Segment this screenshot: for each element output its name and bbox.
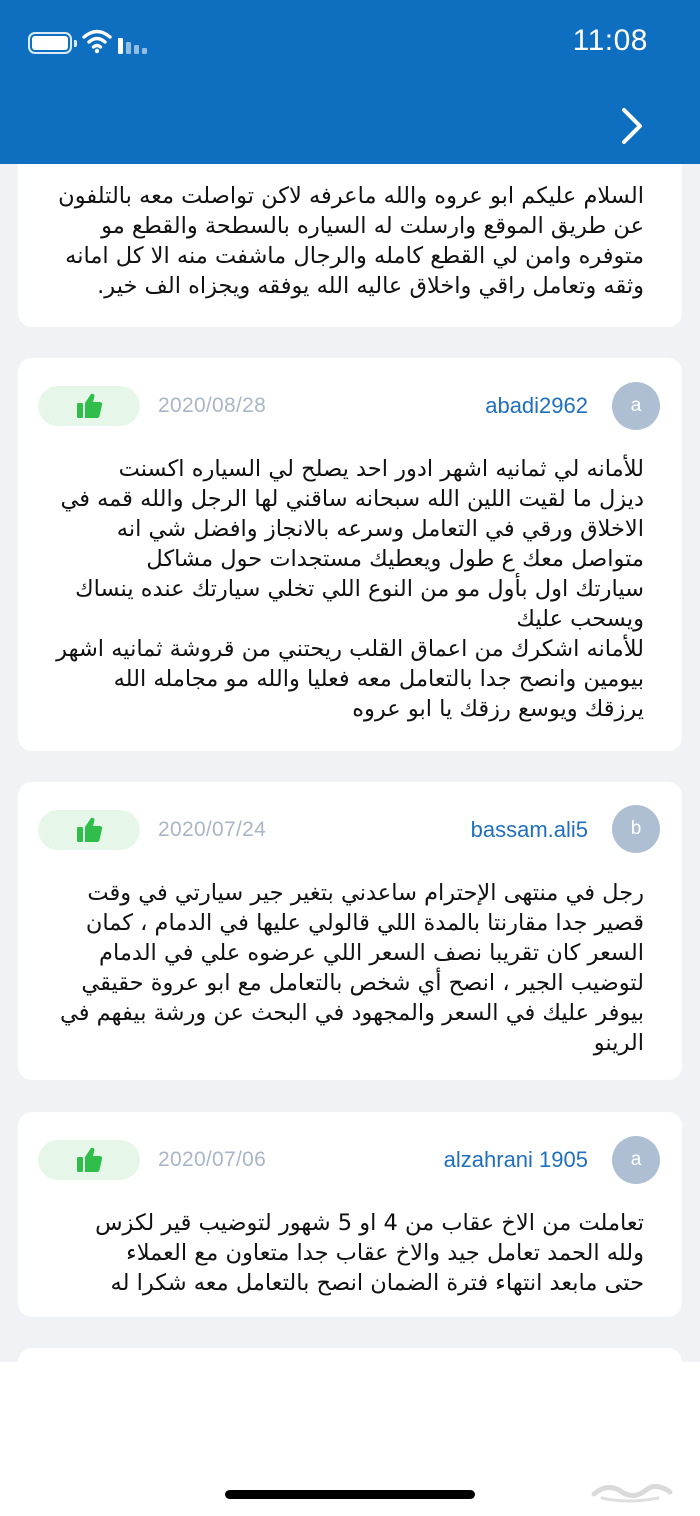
review-text: للأمانه لي ثمانيه اشهر ادور احد يصلح لي السياره اكسنت ديزل ما لقيت اللين الله سبحانه ساقني لها الرجل والله قمه في الاخلاق ورقي في التعامل وسرعه بالانجاز وافضل شي انه متواصل معك ع طول ويعطيك مستجدات حول مشاكل سيارتك اول بأول مو من النوع اللي تخلي سيارتك عنده ينساك ويسحب عليك للأمانه اشكرك من اعماق القلب ريحتني من قروشة ثمانيه اشهر بيومين وانصح جدا بالتعامل معه فعليا والله مو مجامله الله يرزقك ويوسع رزقك يا ابو عروه — [56, 456, 644, 722]
signal-icon — [118, 34, 152, 54]
avatar[interactable]: a — [612, 1136, 660, 1184]
review-text: رجل في منتهى الإحترام ساعدني بتغير جير سيارتي في وقت قصير جدا مقارنتا بالمدة اللي قالولي عليها في الدمام ، كمان السعر كان تقريبا نصف السعر اللي عرضوه علي في الدمام لتوضيب الجير ، انصح أي شخص بالتعامل مع ابو عروة حقيقي بيوفر عليك في السعر والمجهود في البحث عن ورشة بيفهم في الرينو — [60, 880, 644, 1056]
review-date: 2020/07/06 — [158, 1148, 267, 1171]
like-button[interactable] — [38, 810, 140, 850]
review-card — [18, 164, 682, 327]
wifi-icon — [82, 28, 112, 54]
avatar[interactable]: a — [612, 382, 660, 430]
review-card — [18, 1112, 682, 1317]
like-button[interactable] — [38, 386, 140, 426]
status-time: 11:08 — [572, 24, 648, 57]
haraj-watermark-logo — [588, 1468, 676, 1504]
avatar[interactable]: b — [612, 805, 660, 853]
review-card — [18, 782, 682, 1080]
like-button[interactable] — [38, 1140, 140, 1180]
review-username[interactable]: abadi2962 — [485, 393, 588, 418]
home-indicator[interactable] — [225, 1490, 475, 1499]
review-card — [18, 358, 682, 751]
thumbs-up-icon — [74, 1145, 104, 1175]
chevron-right-icon[interactable] — [612, 100, 652, 152]
app-header — [0, 0, 700, 164]
review-username[interactable]: alzahrani 1905 — [443, 1147, 588, 1172]
review-date: 2020/07/24 — [158, 818, 267, 841]
battery-icon — [28, 32, 72, 54]
thumbs-up-icon — [74, 391, 104, 421]
review-username[interactable]: bassam.ali5 — [470, 817, 588, 842]
review-text: السلام عليكم ابو عروه والله ماعرفه لاكن تواصلت معه بالتلفون عن طريق الموقع وارسلت له السياره بالسطحة والقطع مو متوفره وامن لي القطع كامله والرجال ماشفت منه الا كل امانه وثقه وتعامل راقي واخلاق عاليه الله يوفقه ويجزاه الف خير. — [58, 183, 644, 299]
review-date: 2020/08/28 — [158, 394, 267, 417]
review-text: تعاملت من الاخ عقاب من 4 او 5 شهور لتوضيب قير لكزس ولله الحمد تعامل جيد والاخ عقاب جدا متعاون مع العملاء حتى مابعد انتهاء فترة الضمان انصح بالتعامل معه شكرا له — [95, 1210, 644, 1296]
thumbs-up-icon — [74, 815, 104, 845]
